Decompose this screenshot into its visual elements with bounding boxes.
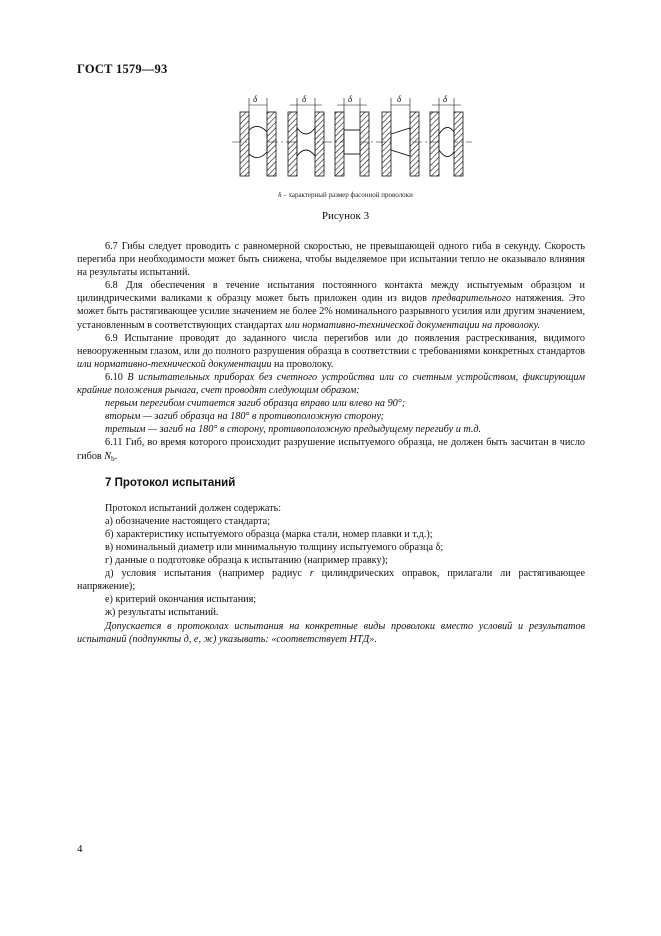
section-7-item-zh: ж) результаты испытаний. [105,607,219,619]
delta-label-1: δ [253,94,258,104]
delta-label-2: δ [302,94,307,104]
p6-11-text: 6.11 Гиб, во время которого происходит разрушение испытуемого образца, не должен быть засчитан в число гибов [77,437,585,462]
delta-label-5: δ [443,94,448,104]
page-number: 4 [77,843,83,855]
item-d-part-b: цилиндрических оправок, прилагали ли растягивающее напряжение); [77,568,585,593]
section-7-intro: Протокол испытаний должен содержать: [105,502,282,514]
document-header: ГОСТ 1579—93 [77,62,168,76]
p6-9-part-c: на проволоку. [271,358,334,370]
paragraph-6-11 [77,436,585,465]
paragraph-6-8 [77,279,585,331]
p6-10-list-2: вторым — загиб образца на 180° в противоположную сторону; [105,411,384,423]
section-7-item-g: г) данные о подготовке образца к испытанию (например правку); [105,555,388,567]
paragraph-6-7: 6.7 Гибы следует проводить с равномерной скоростью, не превышающей одного гиба в секунду. Скорость перегиба при необходимости может быть снижена, чтобы выделяемое при испытании тепло не оказывало влияния на результаты испытаний. [77,241,585,279]
section-7-title: 7 Протокол испытаний [105,476,236,489]
p6-9-part-a: 6.9 Испытание проводят до заданного числа перегибов или до появления растрескивания, видимого невооруженным глазом, или до полного разрушения образца в соответствии с требованиями конкретных стандартов [77,332,585,357]
p6-8-part-b: предварительного [431,293,511,305]
p6-8-part-a: 6.8 Для обеспечения в течение испытания постоянного контакта между испытуемым образцом и цилиндрическими валиками к образцу может быть приложен один из видов [77,280,585,305]
item-d-part-a: д) условия испытания (например радиус [105,568,310,580]
p6-11-end: . [114,450,118,462]
figure-title: Рисунок 3 [321,210,370,222]
p6-10-number: 6.10 [105,371,123,383]
body-text [77,240,585,646]
section-7-item-e: е) критерий окончания испытания; [105,594,257,606]
delta-label-4: δ [397,94,402,104]
section-7-item-a: а) обозначение настоящего стандарта; [105,515,271,527]
p6-11-n-subscript: b [111,454,115,463]
p6-8-part-c: натяжения. Это может быть растягивающее усилие значением не более 2% номинального разрывного усилия или другим значением, установленным в соответствующих стандартах [77,293,586,331]
section-7-note: Допускается в протоколах испытания на конкретные виды проволоки вместо условий и результатов испытаний (подпункты д, е, ж) указывать: «соответствует НТД». [77,620,585,645]
p6-10-list-1: первым перегибом считается загиб образца вправо или влево на 90°; [105,398,406,410]
p6-11-n-symbol: N [104,450,112,462]
paragraph-6-9 [77,332,585,371]
p6-8-part-d: или нормативно-технической документации на проволоку. [285,319,541,331]
p6-10-text: В испытательных приборах без счетного устройства или со счетным устройством, фиксирующим крайние положения рычага, счет проводят следующим образом: [77,371,585,397]
figure-note: δ – характерный размер фасонной проволоки [278,191,413,199]
section-7-item-v: в) номинальный диаметр или минимальную толщину испытуемого образца δ; [105,541,444,553]
delta-label-3: δ [348,94,353,104]
section-7-item-b: б) характеристику испытуемого образца (марка стали, номер плавки и т.д.); [105,528,433,540]
item-d-radius-symbol: r [309,568,314,580]
p6-10-list-3: третьим — загиб на 180° в сторону, противоположную предыдущему перегибу и т.д. [105,424,482,436]
figure-3-wire-profiles [232,92,472,192]
p6-9-part-b: или нормативно-технической документации [77,358,272,370]
section-7-item-d [77,567,585,593]
paragraph-6-10 [77,371,585,397]
